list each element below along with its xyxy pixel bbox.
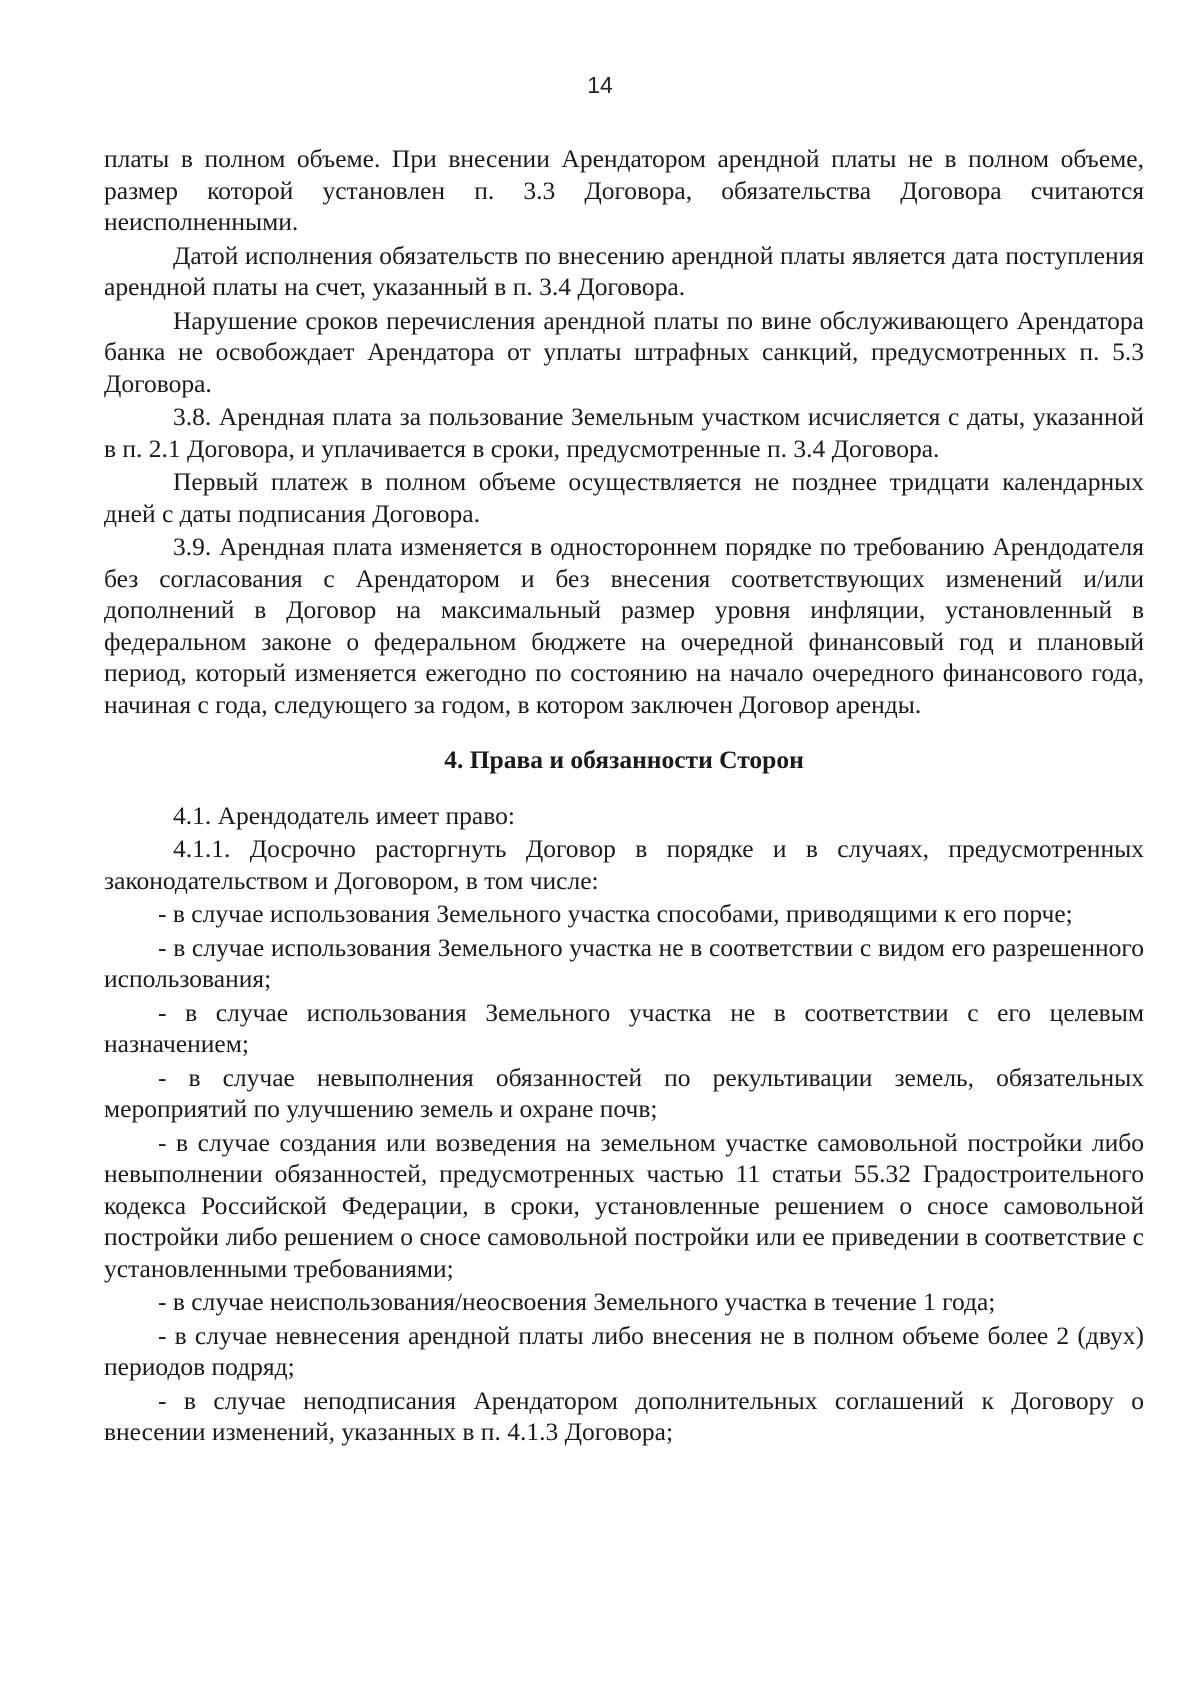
paragraph: 4.1.1. Досрочно расторгнуть Договор в порядке и в случаях, предусмотренных законодательством и Договором, в том числе: (104, 834, 1144, 895)
paragraphs-after-section (104, 800, 1144, 1448)
document-body (104, 143, 1144, 1450)
paragraph: 3.8. Арендная плата за пользование Земельным участком исчисляется с даты, указанной в п. 2.1 Договора, и уплачивается в сроки, предусмотренные п. 3.4 Договора. (104, 402, 1144, 463)
list-item: - в случае невыполнения обязанностей по рекультивации земель, обязательных мероприятий по улучшению земель и охране почв; (104, 1062, 1144, 1123)
section-heading: 4. Права и обязанности Сторон (444, 745, 804, 774)
paragraph: Первый платеж в полном объеме осуществляется не позднее тридцати календарных дней с даты подписания Договора. (104, 467, 1144, 528)
list-item: - в случае создания или возведения на земельном участке самовольной постройки либо невыполнении обязанностей, предусмотренных частью 11 статьи 55.32 Градостроительного кодекса Российской Федерации, в сроки, установленные решением о сносе самовольной постройки либо решением о сносе самовольной постройки или ее приведении в соответствие с установленными требованиями; (104, 1127, 1144, 1283)
paragraph: Нарушение сроков перечисления арендной платы по вине обслуживающего Арендатора банка не освобождает Арендатора от уплаты штрафных санкций, предусмотренных п. 5.3 Договора. (104, 305, 1144, 398)
list-item: - в случае неиспользования/неосвоения Земельного участка в течение 1 года; (158, 1287, 996, 1316)
page-number: 14 (587, 72, 613, 98)
paragraph: 4.1. Арендодатель имеет право: (173, 800, 515, 830)
paragraph: Датой исполнения обязательств по внесению арендной платы является дата поступления арендной платы на счет, указанный в п. 3.4 Договора. (104, 240, 1144, 301)
list-item: - в случае использования Земельного участка не в соответствии с его целевым назначением; (104, 997, 1144, 1058)
list-item: - в случае невнесения арендной платы либо внесения не в полном объеме более 2 (двух) периодов подряд; (104, 1320, 1144, 1381)
paragraphs-before-section (104, 143, 1144, 720)
paragraph: платы в полном объеме. При внесении Арендатором арендной платы не в полном объеме, размер которой установлен п. 3.3 Договора, обязательства Договора считаются неисполненными. (104, 144, 1144, 236)
list-item: - в случае использования Земельного участка не в соответствии с видом его разрешенного использования; (104, 932, 1144, 993)
list-item: - в случае использования Земельного участка способами, приводящими к его порче; (158, 899, 1073, 928)
list-item: - в случае неподписания Арендатором дополнительных соглашений к Договору о внесении изменений, указанных в п. 4.1.3 Договора; (104, 1385, 1144, 1446)
paragraph: 3.9. Арендная плата изменяется в одностороннем порядке по требованию Арендодателя без согласования с Арендатором и без внесения соответствующих изменений и/или дополнений в Договор на максимальный размер уровня инфляции, установленный в федеральном законе о федеральном бюджете на очередной финансовый год и плановый период, который изменяется ежегодно по состоянию на начало очередного финансового года, начиная с года, следующего за годом, в котором заключен Договор аренды. (104, 532, 1144, 719)
